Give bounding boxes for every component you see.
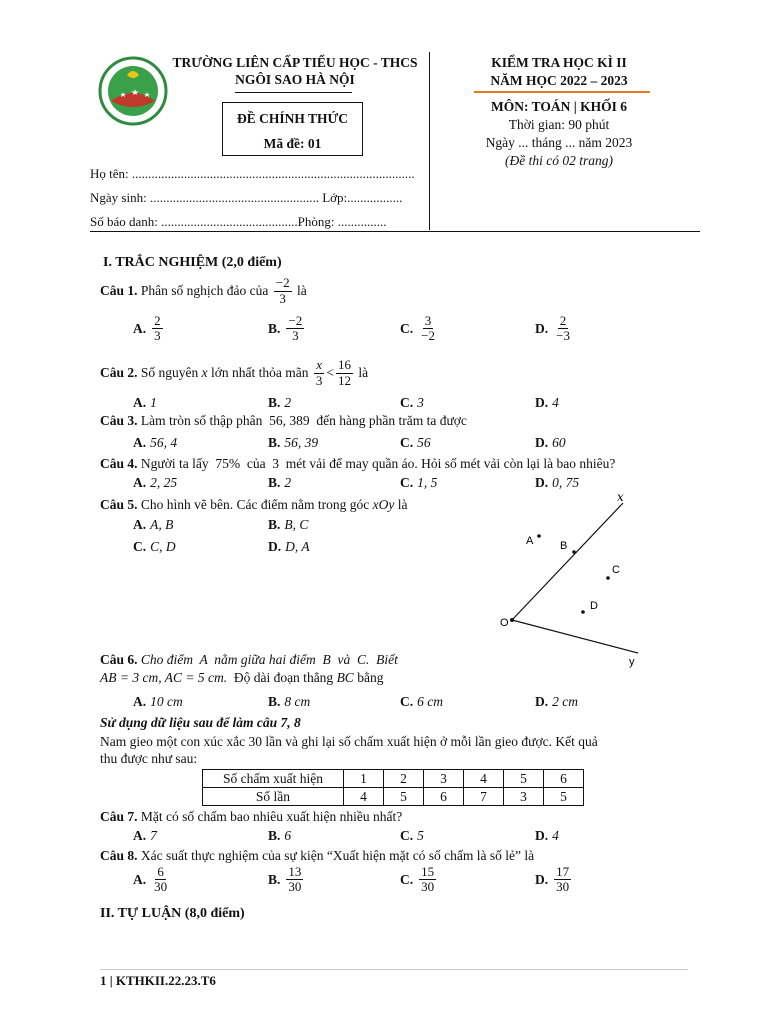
q2-fraction-2: $\frac{16}{12}$ [338,357,352,388]
school-name-line1: TRƯỜNG LIÊN CẤP TIỂU HỌC - THCS [172,55,418,70]
student-dob-line: Ngày sinh: .................................................... Lớp:................. [90,190,403,205]
table-cell: 5 [384,788,424,806]
q3-option-c[interactable]: C. 56 [400,435,431,450]
table-cell: 6 [424,788,464,806]
student-id-line: Số báo danh: ..........................................Phòng: ............... [90,214,387,229]
point-d [581,610,585,614]
q2-label: Câu 2. [100,365,138,380]
exam-code: Mã đề: 01 [263,136,322,151]
q2-text2: lớn nhất thỏa mãn [207,365,312,380]
question-2 [100,355,368,391]
q2-fraction-1: $\frac{x}{3}$ [315,357,323,388]
q5-option-b[interactable]: B. B, C [268,517,309,532]
q7-option-c[interactable]: C. 5 [400,828,424,843]
ray-oy [512,620,638,653]
point-o [510,618,514,622]
q2-option-c[interactable]: C. 3 [400,395,424,410]
q2-text: Số nguyên [137,365,202,380]
question-8: Câu 8. Xác suất thực nghiệm của sự kiện “Xuất hiện mặt có số chấm là số lẻ” là [100,848,535,863]
label-d: D [590,600,598,612]
q1-option-b[interactable]: B. $\frac{-2}{3}$ [268,313,303,344]
table-cell: 4 [344,788,384,806]
q2-option-b[interactable]: B. 2 [268,395,292,410]
q7-option-b[interactable]: B. 6 [268,828,292,843]
question-4: Câu 4. Người ta lấy 75% của 3 mét vải để may quần áo. Hỏi số mét vải còn lại là bao nhiêu? [100,456,616,471]
question-3: Câu 3. Làm tròn số thập phân 56, 389 đến hàng phần trăm ta được [100,413,467,428]
header-underline-left [235,92,352,93]
label-b: B [560,540,568,552]
official-label: ĐỀ CHÍNH THỨC [236,111,348,126]
header-divider [429,52,430,230]
point-b [572,550,576,554]
table-cell: 3 [424,770,464,788]
q1-option-c[interactable]: C. $\frac{3}{-2}$ [400,313,435,344]
q1-tail: là [293,283,307,298]
question-6-line2: AB = 3 cm, AC = 5 cm. Độ dài đoạn thẳng BC bằng [100,670,384,685]
q3-option-b[interactable]: B. 56, 39 [268,435,319,450]
exam-date: Ngày ... tháng ... năm 2023 [485,135,633,150]
school-year: NĂM HỌC 2022 – 2023 [490,73,628,88]
student-name-line: Họ tên: ....................................................................................... [90,166,415,181]
label-a: A [526,535,534,547]
q1-option-a[interactable]: A. $\frac{2}{3}$ [133,313,161,344]
q2-option-a[interactable]: A. 1 [133,395,157,410]
school-name-line2: NGÔI SAO HÀ NỘI [235,72,355,87]
q1-fraction: $\frac{-2}{3}$ [275,275,290,306]
label-o: O [500,617,509,629]
q6-option-a[interactable]: A. 10 cm [133,694,183,709]
q7-option-d[interactable]: D. 4 [535,828,559,843]
table-cell: 5 [544,788,584,806]
q5-option-a[interactable]: A. A, B [133,517,174,532]
q3-option-a[interactable]: A. 56, 4 [133,435,178,450]
header-orange-rule [474,91,650,93]
table-row-label: Số chấm xuất hiện [203,770,344,788]
q8-option-d[interactable]: D. $\frac{17}{30}$ [535,864,570,895]
q1-label: Câu 1. [100,283,138,298]
label-x: x [617,490,624,504]
point-c [606,576,610,580]
data-intro-line2: thu được như sau: [100,751,198,766]
header-bottom-rule [90,231,700,232]
q1-option-d[interactable]: D. $\frac{2}{-3}$ [535,313,570,344]
q4-option-d[interactable]: D. 0, 75 [535,475,580,490]
q2-option-d[interactable]: D. 4 [535,395,559,410]
section2-title: II. TỰ LUẬN (8,0 điểm) [100,906,245,921]
q8-option-b[interactable]: B. $\frac{13}{30}$ [268,864,302,895]
q8-option-c[interactable]: C. $\frac{15}{30}$ [400,864,435,895]
table-cell: 3 [504,788,544,806]
q6-option-d[interactable]: D. 2 cm [535,694,578,709]
q3-option-d[interactable]: D. 60 [535,435,566,450]
q6-option-c[interactable]: C. 6 cm [400,694,443,709]
q7-option-a[interactable]: A. 7 [133,828,157,843]
official-box [222,102,363,156]
q8-option-a[interactable]: A. $\frac{6}{30}$ [133,864,168,895]
q4-option-b[interactable]: B. 2 [268,475,292,490]
q5-option-d[interactable]: D. D, A [268,539,310,554]
q5-option-c[interactable]: C. C, D [133,539,176,554]
q6-option-b[interactable]: B. 8 cm [268,694,311,709]
q4-option-c[interactable]: C. 1, 5 [400,475,438,490]
q1-text: Phân số nghịch đảo của [137,283,272,298]
data-intro-line1: Nam gieo một con xúc xắc 30 lần và ghi lại số chấm xuất hiện ở mỗi lần gieo được. Kết quả [100,734,598,749]
table-row [203,770,584,788]
pages-note: (Đề thi có 02 trang) [505,153,613,168]
school-logo [97,55,169,127]
ray-ox [512,503,623,620]
q2-less-than: < [326,365,335,380]
duration: Thời gian: 90 phút [508,117,610,132]
table-cell: 5 [504,770,544,788]
table-cell: 1 [344,770,384,788]
q2-var: x [201,365,208,380]
question-1 [100,273,307,309]
table-cell: 4 [464,770,504,788]
question-7: Câu 7. Mặt có số chấm bao nhiêu xuất hiện nhiều nhất? [100,809,403,824]
subject: MÔN: TOÁN | KHỐI 6 [491,99,627,114]
section1-title: I. TRẮC NGHIỆM (2,0 điểm) [103,255,282,270]
question-6-line1: Câu 6. Cho điểm A nằm giữa hai điểm B và C. Biết [100,652,398,667]
table-row-label: Số lần [203,788,344,806]
footer-rule [100,969,688,970]
question-5: Câu 5. Cho hình vẽ bên. Các điểm nằm trong góc xOy là [100,497,408,512]
q4-option-a[interactable]: A. 2, 25 [133,475,178,490]
table-cell: 6 [544,770,584,788]
point-a [537,534,541,538]
label-y: y [629,656,635,668]
dice-results-table [202,769,584,806]
footer-page-code: 1 | KTHKII.22.23.T6 [100,973,216,988]
table-row [203,788,584,806]
table-cell: 7 [464,788,504,806]
label-c: C [612,564,620,576]
data-intro-title: Sử dụng dữ liệu sau để làm câu 7, 8 [100,715,301,730]
exam-title: KIỂM TRA HỌC KÌ II [491,55,627,70]
angle-figure [500,485,660,675]
q2-tail: là [355,365,369,380]
table-cell: 2 [384,770,424,788]
